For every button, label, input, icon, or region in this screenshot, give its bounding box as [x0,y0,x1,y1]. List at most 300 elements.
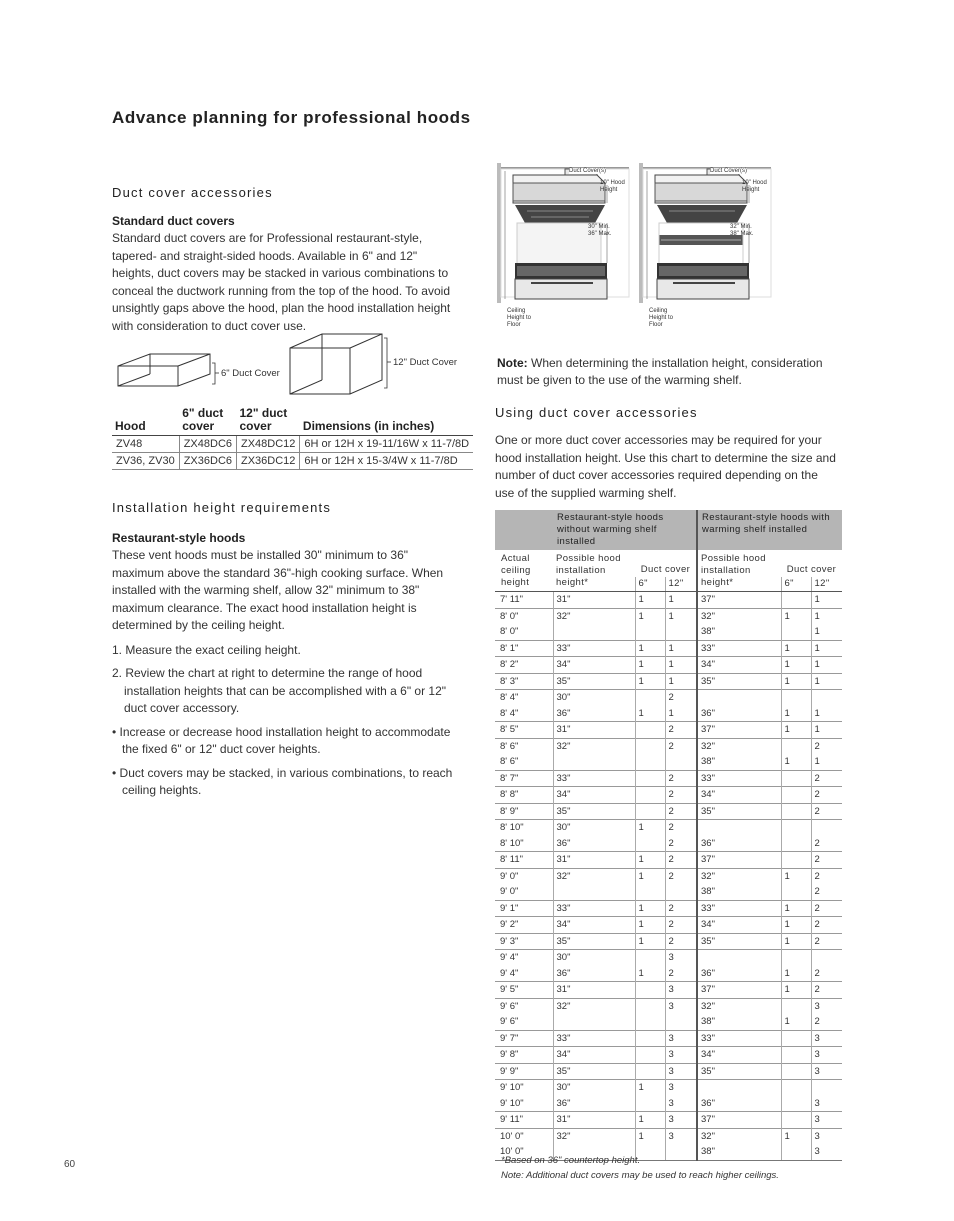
cell [781,1063,811,1080]
cell: 3 [811,1047,842,1064]
cell: 2 [811,966,842,982]
cell: 33" [553,900,635,917]
cell: 32" [553,1128,635,1144]
cell: 8' 9" [495,803,553,820]
left-ceiling-label: Ceiling Height to Floor [507,308,532,328]
cell: 1 [635,1128,665,1144]
cell [665,624,697,640]
cell: 33" [553,1030,635,1047]
cell: 31" [553,982,635,999]
cell: 34" [697,657,781,674]
cell [635,690,665,706]
cell: 2 [811,982,842,999]
cell [635,982,665,999]
cell: 31" [553,852,635,869]
table-row [495,966,842,982]
cell: 1 [665,640,697,657]
cell: 35" [697,673,781,690]
cell [665,754,697,770]
cell: ZV48 [112,436,179,453]
cell: 1 [811,673,842,690]
cell: 32" [697,998,781,1014]
cell: 36" [697,836,781,852]
cell: 32" [697,1128,781,1144]
cell: 34" [553,917,635,934]
cell: 3 [811,1144,842,1160]
cell [781,950,811,966]
cell: 8' 0" [500,626,519,637]
cell [635,950,665,966]
cell: 6H or 12H x 15-3/4W x 11-7/8D [300,453,473,470]
cell: 1 [635,868,665,884]
twelve-inch-cover-shape [290,334,382,394]
cell: 2 [665,803,697,820]
cell: 10' 0" [495,1128,553,1144]
cell: 8' 2" [495,657,553,674]
cell: 38" [697,624,781,640]
cell [781,1080,811,1096]
page-number: 60 [64,1159,76,1170]
cell [665,884,697,900]
cell: 1 [781,900,811,917]
cell: 2 [665,690,697,706]
th-actual-height: Actual ceiling height [495,550,553,592]
right-ceiling-label: Ceiling Height to Floor [649,308,674,328]
cell: 1 [665,706,697,722]
cell: 32" [553,608,635,624]
cell: 1 [781,754,811,770]
cell: 1 [781,722,811,739]
cell [811,1080,842,1096]
installation-section [112,500,457,806]
cell: 1 [635,933,665,950]
cell [781,1030,811,1047]
cell [781,1144,811,1160]
cell: 9' 0" [495,868,553,884]
group-with-shelf: Restaurant-style hoods with warming shelf installed [697,510,842,550]
footnote-additional: Note: Additional duct covers may be used to reach higher ceilings. [501,1170,779,1181]
cell: 9' 0" [500,886,519,897]
cell: 1 [811,640,842,657]
cell [635,1030,665,1047]
cell [811,690,842,706]
cell: 9' 5" [495,982,553,999]
cell: 9' 7" [495,1030,553,1047]
cell: 1 [665,657,697,674]
table-row [495,820,842,836]
cell: 38" [697,1014,781,1030]
cell: ZX36DC6 [179,453,236,470]
table-row [495,1112,842,1129]
cell: 33" [697,1030,781,1047]
bullet-item: • Duct covers may be stacked, in various combinations, to reach ceiling heights. [112,765,453,797]
group-without-shelf: Restaurant-style hoods without warming shelf installed [553,510,697,550]
cell: 30" [553,690,635,706]
cell: 3 [665,1063,697,1080]
cell [553,884,635,900]
cell: ZV36, ZV30 [112,453,179,470]
cell [781,690,811,706]
cell [635,738,665,754]
cell [635,1014,665,1030]
cell: 9' 3" [495,933,553,950]
standard-duct-covers-heading: Standard duct covers [112,214,235,228]
cell: 2 [811,884,842,900]
cell: 3 [665,1047,697,1064]
cell: 3 [665,950,697,966]
cell: 2 [665,770,697,787]
cell: 36" [553,1096,635,1112]
cell: 2 [665,852,697,869]
cell: 30" [553,820,635,836]
duct-cover-body: Standard duct covers are for Professional restaurant-style, tapered- and straight-sided hoods. Available in 6" and 12" heights, duct covers may be stacked in various combinations to conceal the ductwork running from the top of the hood. To avoid unsightly gaps above the hood, plan the hood installation height with consideration to duct cover use. [112,231,451,333]
cell: 3 [811,1128,842,1144]
cell: 8' 6" [500,756,519,767]
cell: 1 [635,657,665,674]
cell: 32" [697,608,781,624]
cell: 38" [697,754,781,770]
cell [635,998,665,1014]
hood-duct-cover-table [112,405,473,470]
table-row [495,933,842,950]
cell: 2 [665,787,697,804]
cell: 32" [697,738,781,754]
cell: 1 [781,640,811,657]
duct-cover-accessories-section [112,185,457,335]
cell: 1 [635,673,665,690]
cell: 1 [635,917,665,934]
cell: 2 [665,738,697,754]
cell: 1 [635,900,665,917]
using-body: One or more duct cover accessories may be required for your hood installation height. Use this chart to determine the size and number of duct cover accessories required depending on the use of the supplied warming shelf. [495,433,836,500]
cell [665,1014,697,1030]
cell: ZX48DC12 [237,436,300,453]
table-notes [501,1153,779,1183]
cell: 9' 10" [500,1097,524,1109]
footnote-countertop: *Based on 36" countertop height. [501,1155,641,1166]
cell: 1 [635,820,665,836]
cell [781,820,811,836]
cell: 9' 6" [495,998,553,1014]
th-6-2: 6" [781,577,811,592]
cell: 1 [781,657,811,674]
cell: 1 [811,624,842,640]
th-possible-height: Possible hood installation height* [553,550,635,592]
cell: 37" [697,1112,781,1129]
cell: 8' 3" [495,673,553,690]
table-row [495,900,842,917]
cell: 9' 4" [500,967,519,979]
table-row [495,624,842,640]
cell [781,884,811,900]
table-row [112,453,473,470]
table-row [495,787,842,804]
th-6-duct: 6" duct cover [179,405,236,436]
cell [781,1096,811,1112]
cell: 3 [665,1080,697,1096]
cell [697,950,781,966]
cell: 2 [665,836,697,852]
cell: 1 [635,1112,665,1129]
cell [781,624,811,640]
cell: 30" [553,950,635,966]
cell: 1 [811,657,842,674]
cell: 8' 11" [495,852,553,869]
cell: 32" [553,868,635,884]
cell: 3 [665,982,697,999]
cell: 36" [697,1096,781,1112]
right-clearance-label: 32" Min. 38" Max. [730,224,754,237]
cell: 9' 2" [495,917,553,934]
cell: 1 [781,917,811,934]
cell: 8' 6" [495,738,553,754]
cell [781,836,811,852]
cell [635,803,665,820]
cell: 2 [811,738,842,754]
th-12-2: 12" [811,577,842,592]
cell [697,690,781,706]
cell: 1 [635,640,665,657]
table-row [495,592,842,609]
table-row [495,738,842,754]
cell: 9' 8" [495,1047,553,1064]
cell: 38" [697,884,781,900]
cell: 37" [697,722,781,739]
cell: 2 [811,868,842,884]
cell: 33" [697,640,781,657]
cell: 8' 1" [495,640,553,657]
cell: 34" [697,787,781,804]
warming-shelf-note [497,355,842,389]
th-6: 6" [635,577,665,592]
cell: 3 [665,1030,697,1047]
cell: 36" [553,966,635,982]
cell [635,1096,665,1112]
table-row [495,1096,842,1112]
bullet-item: • Increase or decrease hood installation height to accommodate the fixed 6" or 12" duct cover heights. [112,724,451,756]
left-clearance-label: 30" Min. 36" Max. [588,224,612,237]
restaurant-hoods-heading: Restaurant-style hoods [112,531,246,545]
cell: 37" [697,852,781,869]
duct-cover-heading: Duct cover accessories [112,185,273,200]
cell: 34" [553,657,635,674]
cell: 6H or 12H x 19-11/16W x 11-7/8D [300,436,473,453]
cell: 36" [697,966,781,982]
cell [635,787,665,804]
cell [781,738,811,754]
cell: 8' 10" [500,837,524,849]
cell: 3 [811,1030,842,1047]
installation-heading: Installation height requirements [112,500,332,515]
th-duct-cover: Duct cover [640,564,691,575]
cell: 1 [665,608,697,624]
cell: 3 [665,998,697,1014]
table-row [495,722,842,739]
cell: 9' 11" [495,1112,553,1129]
cell: 2 [665,820,697,836]
cell: 1 [811,608,842,624]
cell: 8' 4" [500,707,519,719]
cell: 33" [553,640,635,657]
cell: 1 [811,706,842,722]
note-prefix: Note: [497,356,528,370]
cell [635,1047,665,1064]
cell: 1 [781,673,811,690]
cell: 2 [665,868,697,884]
cell: 8' 8" [495,787,553,804]
cell: 33" [697,900,781,917]
cell: 1 [635,852,665,869]
cell [781,803,811,820]
cell: 2 [811,770,842,787]
table-row [495,884,842,900]
cell [553,754,635,770]
cell [635,722,665,739]
th-12: 12" [665,577,697,592]
cell: 2 [811,852,842,869]
cell: 36" [553,836,635,852]
cell: 2 [811,803,842,820]
cell: 32" [553,998,635,1014]
group-blank [495,510,553,550]
cell [635,754,665,770]
cell: 37" [697,592,781,609]
ceiling-height-table [495,510,842,1161]
cell: 38" [697,1144,781,1160]
cell: 35" [553,803,635,820]
cell: 2 [811,933,842,950]
left-hood-height-label: 10" Hood Height [600,180,625,193]
cell: 3 [811,1063,842,1080]
table-row [495,1063,842,1080]
table-row [495,657,842,674]
table-row [495,998,842,1014]
th-duct-cover-2: Duct cover [786,564,837,575]
cell: 1 [635,1080,665,1096]
cell: 34" [697,917,781,934]
cell: 9' 9" [495,1063,553,1080]
cell: 30" [553,1080,635,1096]
th-possible-height-2: Possible hood installation height* [697,550,781,592]
cell: 8' 10" [495,820,553,836]
cell: 36" [553,706,635,722]
cell: 3 [811,998,842,1014]
cell: 9' 10" [495,1080,553,1096]
cell: 3 [665,1128,697,1144]
cell: 34" [553,787,635,804]
twelve-inch-cover-label: 12" Duct Cover [393,357,458,368]
cell: 31" [553,722,635,739]
cell: 2 [811,900,842,917]
step-item: 2. Review the chart at right to determine the range of hood installation heights that can be accomplished with a 6" or 12" duct cover accessory. [112,666,447,715]
cell [811,950,842,966]
cell: 2 [665,917,697,934]
cell: 1 [665,673,697,690]
table-row [495,1047,842,1064]
table-row [495,836,842,852]
cell [697,1080,781,1096]
table-row [495,982,842,999]
cell: 1 [811,592,842,609]
cell: 1 [665,592,697,609]
note-text: When determining the installation height, consideration must be given to the use of the warming shelf. [497,356,823,387]
cell: 2 [811,836,842,852]
cell: 1 [781,966,811,982]
table-row [495,673,842,690]
table-row [495,868,842,884]
cell [781,592,811,609]
cell: 1 [781,1014,811,1030]
cell: 1 [781,706,811,722]
cell: 36" [697,706,781,722]
table-row [495,950,842,966]
cell [781,852,811,869]
cell: 35" [553,933,635,950]
cell: 1 [811,722,842,739]
cell: 34" [553,1047,635,1064]
cell: 2 [811,917,842,934]
cell: 35" [553,1063,635,1080]
cell: 2 [665,966,697,982]
cell [635,624,665,640]
cell: 31" [553,592,635,609]
table-row [112,436,473,453]
cell [635,1063,665,1080]
table-row [495,1128,842,1144]
cell: 10' 0" [495,1144,553,1160]
using-duct-covers-section [495,405,840,502]
using-heading: Using duct cover accessories [495,405,698,420]
table-row [495,917,842,934]
cell: 1 [635,592,665,609]
cell: 1 [635,966,665,982]
table-row [495,803,842,820]
th-12-duct: 12" duct cover [237,405,300,436]
six-inch-cover-label: 6" Duct Cover [221,368,280,379]
cell: 2 [665,900,697,917]
height-table-body [495,592,842,1161]
cell: 1 [635,706,665,722]
cell [781,1047,811,1064]
cell [781,770,811,787]
cell: 7' 11" [500,594,523,605]
th-hood: Hood [112,405,179,436]
cell: 3 [665,1112,697,1129]
right-duct-label: Duct Cover(s) [710,168,748,174]
cell: 1 [781,982,811,999]
cell [635,770,665,787]
cell: 32" [697,868,781,884]
table-row [495,690,842,706]
cell: 8' 0" [495,608,553,624]
cell: 2 [811,1014,842,1030]
cell: 1 [781,933,811,950]
cell: 35" [697,1063,781,1080]
cell [781,1112,811,1129]
cell: ZX36DC12 [237,453,300,470]
cell: 3 [811,1112,842,1129]
cell: ZX48DC6 [179,436,236,453]
cell: 33" [553,770,635,787]
th-dimensions: Dimensions (in inches) [300,405,473,436]
cell: 1 [781,1128,811,1144]
left-duct-label: Duct Cover(s) [569,168,607,174]
right-hood-height-label: 10" Hood Height [742,180,767,193]
table-row [495,706,842,722]
cell: 8' 4" [495,690,553,706]
table-row [495,1080,842,1096]
cell [635,836,665,852]
